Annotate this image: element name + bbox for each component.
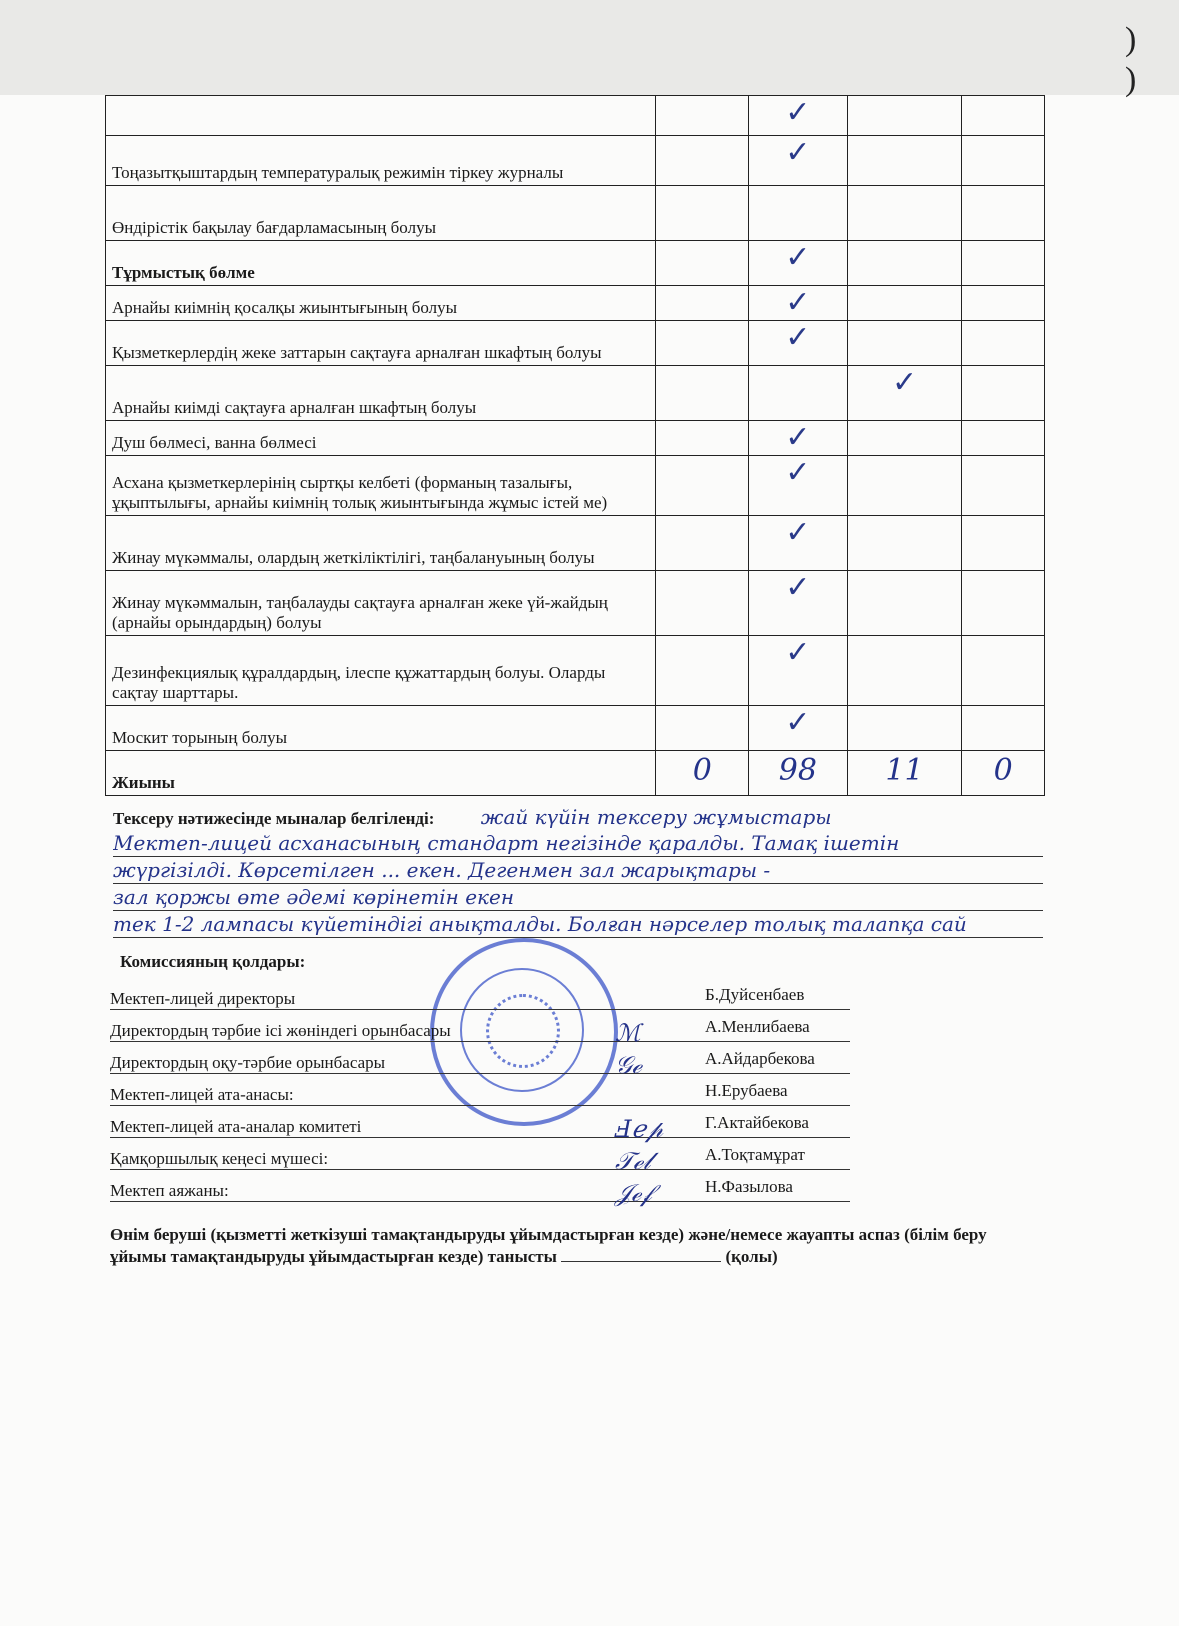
criterion-label: Душ бөлмесі, ванна бөлмесі bbox=[106, 421, 656, 456]
score-cell bbox=[962, 241, 1045, 286]
criterion-label: Дезинфекциялық құралдардың, ілеспе құжаттардың болуы. Оларды сақтау шарттары. bbox=[106, 636, 656, 706]
score-cell bbox=[847, 286, 962, 321]
signature-row bbox=[110, 1074, 850, 1106]
page-edge-marks: ) ) bbox=[1125, 21, 1137, 98]
signatory-role: Мектеп-лицей директоры bbox=[110, 989, 296, 1008]
score-cell bbox=[962, 456, 1045, 516]
score-cell bbox=[656, 286, 749, 321]
findings-section bbox=[105, 804, 1043, 938]
checkmark-icon: ✓ bbox=[749, 571, 848, 636]
findings-line: зал қоржы өте әдемі көрінетін екен bbox=[113, 884, 1043, 911]
score-cell bbox=[656, 136, 749, 186]
handwritten-signature: ℳ bbox=[615, 1019, 641, 1047]
signatory-role: Директордың оқу-тәрбие орынбасары bbox=[110, 1053, 386, 1072]
score-cell bbox=[962, 421, 1045, 456]
checkmark-icon: ✓ bbox=[749, 96, 848, 136]
checkmark-icon: ✓ bbox=[749, 456, 848, 516]
total-value: 0 bbox=[962, 751, 1045, 796]
score-cell bbox=[656, 421, 749, 456]
findings-line: Мектеп-лицей асханасының стандарт негізінде қаралды. Тамақ ішетін bbox=[113, 830, 1043, 857]
checkmark-icon: ✓ bbox=[749, 636, 848, 706]
table-row bbox=[106, 186, 1045, 241]
score-cell bbox=[656, 241, 749, 286]
total-label: Жиыны bbox=[106, 751, 656, 796]
table-row bbox=[106, 456, 1045, 516]
signatory-role: Директордың тәрбие ісі жөніндегі орынбасары bbox=[110, 1021, 451, 1040]
criterion-label: Москит торының болуы bbox=[106, 706, 656, 751]
score-cell bbox=[962, 571, 1045, 636]
total-value: 98 bbox=[749, 751, 848, 796]
signatory-name: А.Тоқтамұрат bbox=[705, 1145, 805, 1164]
handwritten-signature: 𝒢ℯ bbox=[615, 1051, 642, 1079]
table-row bbox=[106, 706, 1045, 751]
checkmark-icon: ✓ bbox=[749, 136, 848, 186]
score-cell bbox=[656, 321, 749, 366]
checkmark-icon: ✓ bbox=[749, 241, 848, 286]
checkmark-icon: ✓ bbox=[749, 516, 848, 571]
total-value: 11 bbox=[847, 751, 962, 796]
checkmark-icon: ✓ bbox=[749, 286, 848, 321]
signatory-name: Б.Дуйсенбаев bbox=[705, 985, 805, 1004]
score-cell bbox=[962, 321, 1045, 366]
table-row bbox=[106, 516, 1045, 571]
findings-line: жүргізілді. Көрсетілген ... екен. Дегенмен зал жарықтары - bbox=[113, 857, 1043, 884]
signatures-section bbox=[105, 952, 850, 1207]
signature-row bbox=[110, 1106, 850, 1143]
signatory-role: Қамқоршылық кеңесі мүшесі: bbox=[110, 1149, 329, 1168]
signatory-name: Н.Ерубаева bbox=[705, 1081, 788, 1100]
checkmark-icon: ✓ bbox=[749, 321, 848, 366]
score-cell bbox=[962, 516, 1045, 571]
signatory-role: Мектеп-лицей ата-анасы: bbox=[110, 1085, 294, 1104]
score-cell bbox=[656, 636, 749, 706]
table-row bbox=[106, 636, 1045, 706]
findings-label: Тексеру нәтижесінде мыналар белгіленді: bbox=[113, 809, 435, 828]
signature-row bbox=[110, 1010, 850, 1047]
signatory-role: Мектеп-лицей ата-аналар комитеті bbox=[110, 1117, 362, 1136]
table-row bbox=[106, 241, 1045, 286]
score-cell bbox=[656, 571, 749, 636]
signature-row bbox=[110, 1042, 850, 1079]
handwritten-signature: 𝒥ℯ𝒻 bbox=[615, 1179, 652, 1207]
handwritten-signature: Ⅎℯ𝓅 bbox=[615, 1115, 663, 1143]
findings-line: жай күйін тексеру жұмыстары bbox=[480, 805, 832, 829]
score-cell bbox=[749, 366, 848, 421]
table-row bbox=[106, 321, 1045, 366]
checkmark-icon: ✓ bbox=[847, 366, 962, 421]
score-cell bbox=[847, 571, 962, 636]
total-value: 0 bbox=[656, 751, 749, 796]
checklist-table bbox=[105, 95, 1045, 796]
criterion-label: Арнайы киімнің қосалқы жиынтығының болуы bbox=[106, 286, 656, 321]
score-cell bbox=[847, 96, 962, 136]
table-row bbox=[106, 286, 1045, 321]
total-row bbox=[106, 751, 1045, 796]
score-cell bbox=[847, 186, 962, 241]
score-cell bbox=[962, 286, 1045, 321]
score-cell bbox=[656, 96, 749, 136]
criterion-label: Өндірістік бақылау бағдарламасының болуы bbox=[106, 186, 656, 241]
score-cell bbox=[847, 516, 962, 571]
criterion-label: Тоңазытқыштардың температуралық режимін тіркеу журналы bbox=[106, 136, 656, 186]
table-row bbox=[106, 571, 1045, 636]
findings-line: тек 1-2 лампасы күйетіндігі анықталды. Болған нәрселер толық талапқа сай bbox=[113, 911, 1043, 938]
footer-suffix: (қолы) bbox=[725, 1247, 778, 1266]
signature-row bbox=[110, 1138, 850, 1175]
checkmark-icon: ✓ bbox=[749, 421, 848, 456]
checkmark-icon: ✓ bbox=[749, 706, 848, 751]
table-row bbox=[106, 96, 1045, 136]
table-row bbox=[106, 421, 1045, 456]
signature-row bbox=[110, 978, 850, 1010]
score-cell bbox=[656, 186, 749, 241]
signature-blank bbox=[561, 1261, 721, 1262]
score-cell bbox=[847, 136, 962, 186]
score-cell bbox=[656, 706, 749, 751]
score-cell bbox=[962, 96, 1045, 136]
score-cell bbox=[962, 366, 1045, 421]
score-cell bbox=[962, 136, 1045, 186]
score-cell bbox=[962, 706, 1045, 751]
section-heading: Тұрмыстық бөлме bbox=[106, 241, 656, 286]
table-row bbox=[106, 366, 1045, 421]
criterion-label: Жинау мүкәммалын, таңбалауды сақтауға арналған жеке үй-жайдың (арнайы орындардың) болуы bbox=[106, 571, 656, 636]
criterion-label: Арнайы киімді сақтауға арналған шкафтың болуы bbox=[106, 366, 656, 421]
footer-text: Өнім беруші (қызметті жеткізуші тамақтандыруды ұйымдастырған кезде) және/немесе жауапты аспаз (білім беру ұйымы тамақтандыруды ұйымдастырған кезде) танысты bbox=[110, 1225, 987, 1266]
score-cell bbox=[962, 636, 1045, 706]
table-row bbox=[106, 136, 1045, 186]
score-cell bbox=[847, 706, 962, 751]
score-cell bbox=[847, 636, 962, 706]
document-content bbox=[105, 95, 1045, 1268]
score-cell bbox=[656, 366, 749, 421]
score-cell bbox=[847, 421, 962, 456]
criterion-label: Жинау мүкәммалы, олардың жеткіліктілігі, таңбалануының болуы bbox=[106, 516, 656, 571]
score-cell bbox=[962, 186, 1045, 241]
signatory-name: Н.Фазылова bbox=[705, 1177, 793, 1196]
signatures-title: Комиссияның қолдары: bbox=[120, 952, 306, 971]
criterion-label bbox=[106, 96, 656, 136]
signatory-name: Г.Актайбекова bbox=[705, 1113, 809, 1132]
footer-acknowledgement bbox=[105, 1224, 1040, 1268]
score-cell bbox=[847, 321, 962, 366]
score-cell bbox=[847, 456, 962, 516]
score-cell bbox=[656, 456, 749, 516]
score-cell bbox=[656, 516, 749, 571]
signatory-name: А.Менлибаева bbox=[705, 1017, 810, 1036]
score-cell bbox=[749, 186, 848, 241]
handwritten-signature: 𝒯ℯ𝓁 bbox=[615, 1147, 651, 1175]
criterion-label: Асхана қызметкерлерінің сыртқы келбеті (форманың тазалығы, ұқыптылығы, арнайы киімнің толық жиынтығында жұмыс істей ме) bbox=[106, 456, 656, 516]
signatory-name: А.Айдарбекова bbox=[705, 1049, 815, 1068]
criterion-label: Қызметкерлердің жеке заттарын сақтауға арналған шкафтың болуы bbox=[106, 321, 656, 366]
signatory-role: Мектеп аяжаны: bbox=[110, 1181, 229, 1200]
signature-row bbox=[110, 1170, 850, 1207]
score-cell bbox=[847, 241, 962, 286]
